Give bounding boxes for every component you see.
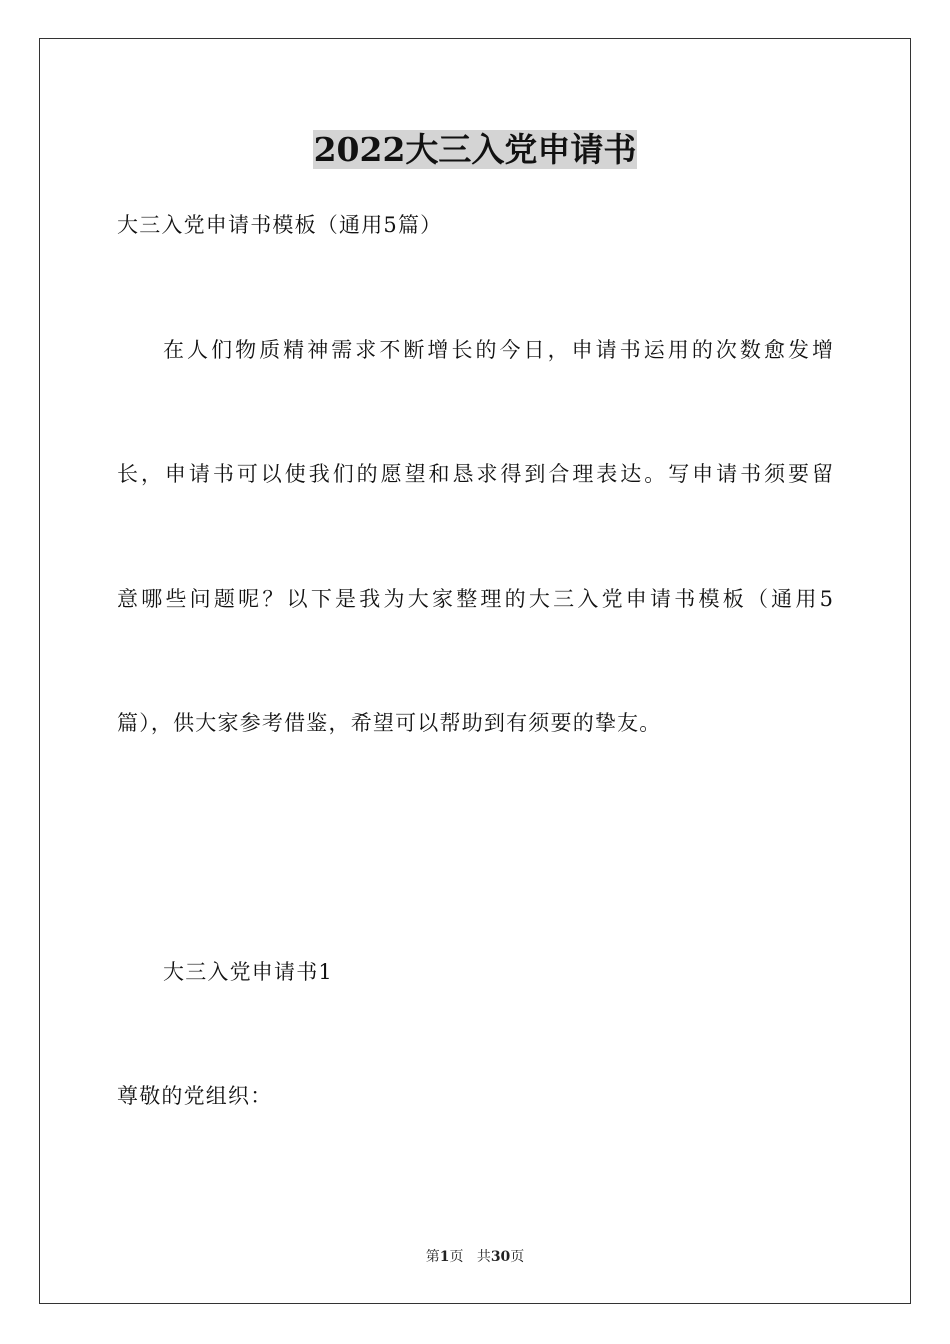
page-footer [0,1247,950,1267]
document-subtitle: 大三入党申请书模板（通用5篇） [117,213,443,237]
document-title [0,128,950,172]
section-heading: 大三入党申请书1 [163,960,333,984]
page-prefix: 第 [425,1249,440,1265]
total-pages: 30 [490,1249,511,1265]
salutation: 尊敬的党组织： [117,1084,273,1108]
total-prefix: 共 [476,1249,491,1265]
intro-paragraph-line-4: 篇），供大家参考借鉴，希望可以帮助到有须要的挚友。 [117,711,662,735]
page-suffix: 页 [449,1249,464,1265]
intro-paragraph-line-3: 意哪些问题呢？以下是我为大家整理的大三入党申请书模板（通用5 [117,587,833,611]
intro-paragraph-line-1: 在人们物质精神需求不断增长的今日，申请书运用的次数愈发增 [163,338,833,362]
total-suffix: 页 [510,1249,525,1265]
document-title-text: 2022大三入党申请书 [313,130,637,169]
intro-paragraph-line-2: 长，申请书可以使我们的愿望和恳求得到合理表达。写申请书须要留 [117,462,833,486]
page-number: 1 [439,1249,450,1265]
